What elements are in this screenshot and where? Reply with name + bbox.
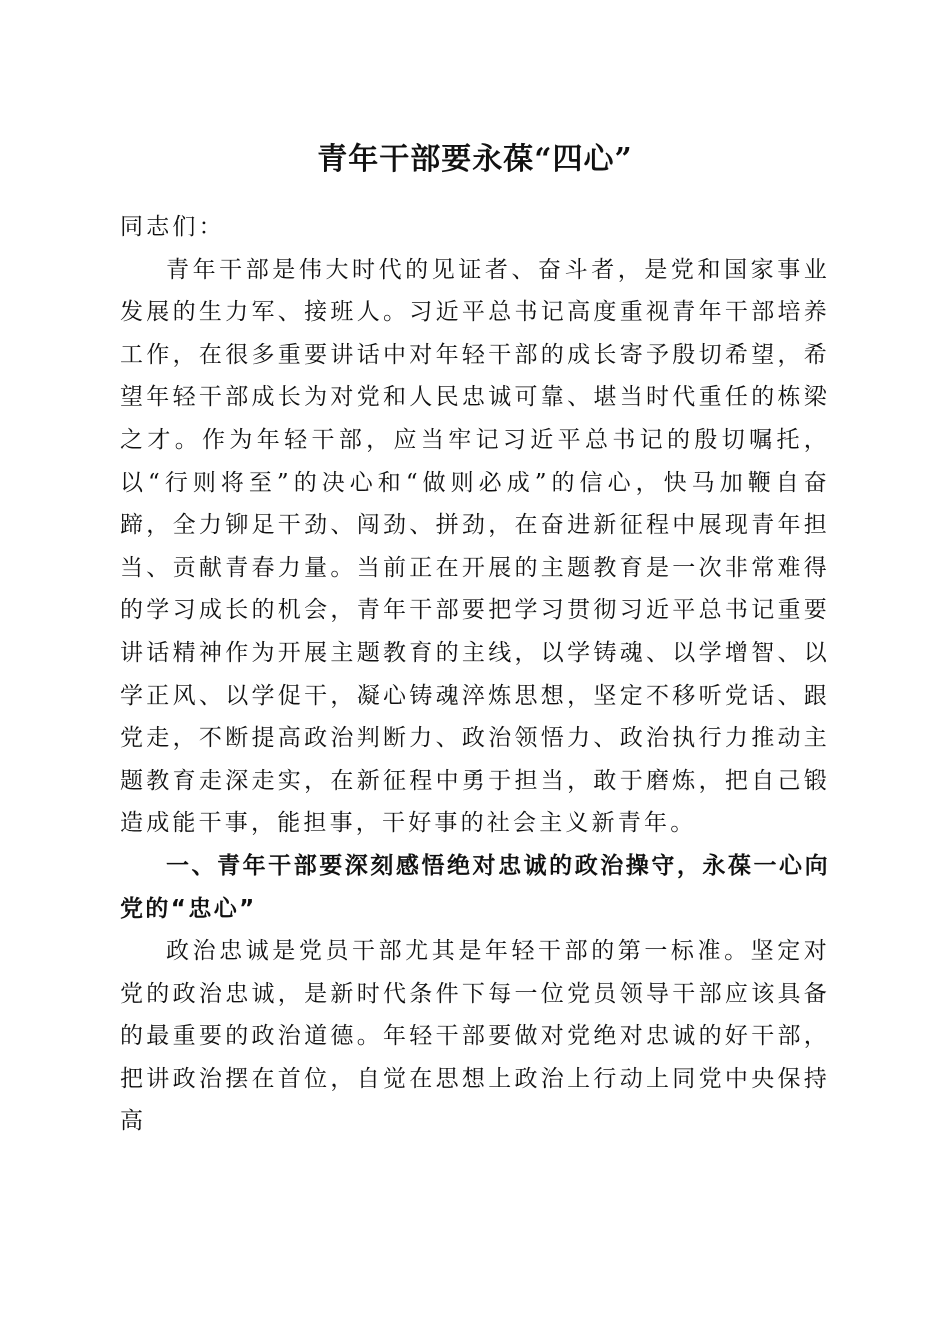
- document-title: 青年干部要永葆“四心”: [317, 142, 633, 177]
- section-heading-1: 一、青年干部要深刻感悟绝对忠诚的政治操守，永葆一心向党的“忠心”: [120, 852, 830, 922]
- paragraph-section-1: 政治忠诚是党员干部尤其是年轻干部的第一标准。坚定对党的政治忠诚，是新时代条件下每一位党员领导干部应该具备的最重要的政治道德。年轻干部要做对党绝对忠诚的好干部，把讲政治摆在首位，自觉在思想上政治上行动上同党中央保持高: [120, 938, 830, 1135]
- document-body: [120, 206, 830, 1143]
- salutation: 同志们：: [120, 214, 225, 240]
- paragraph-intro: 青年干部是伟大时代的见证者、奋斗者，是党和国家事业发展的生力军、接班人。习近平总书记高度重视青年干部培养工作，在很多重要讲话中对年轻干部的成长寄予殷切希望，希望年轻干部成长为对党和人民忠诚可靠、堪当时代重任的栋梁之才。作为年轻干部，应当牢记习近平总书记的殷切嘱托，以“行则将至”的决心和“做则必成”的信心，快马加鞭自奋蹄，全力铆足干劲、闯劲、拼劲，在奋进新征程中展现青年担当、贡献青春力量。当前正在开展的主题教育是一次非常难得的学习成长的机会，青年干部要把学习贯彻习近平总书记重要讲话精神作为开展主题教育的主线，以学铸魂、以学增智、以学正风、以学促干，凝心铸魂淬炼思想，坚定不移听党话、跟党走，不断提高政治判断力、政治领悟力、政治执行力推动主题教育走深走实，在新征程中勇于担当，敢于磨炼，把自己锻造成能干事，能担事，干好事的社会主义新青年。: [120, 256, 830, 837]
